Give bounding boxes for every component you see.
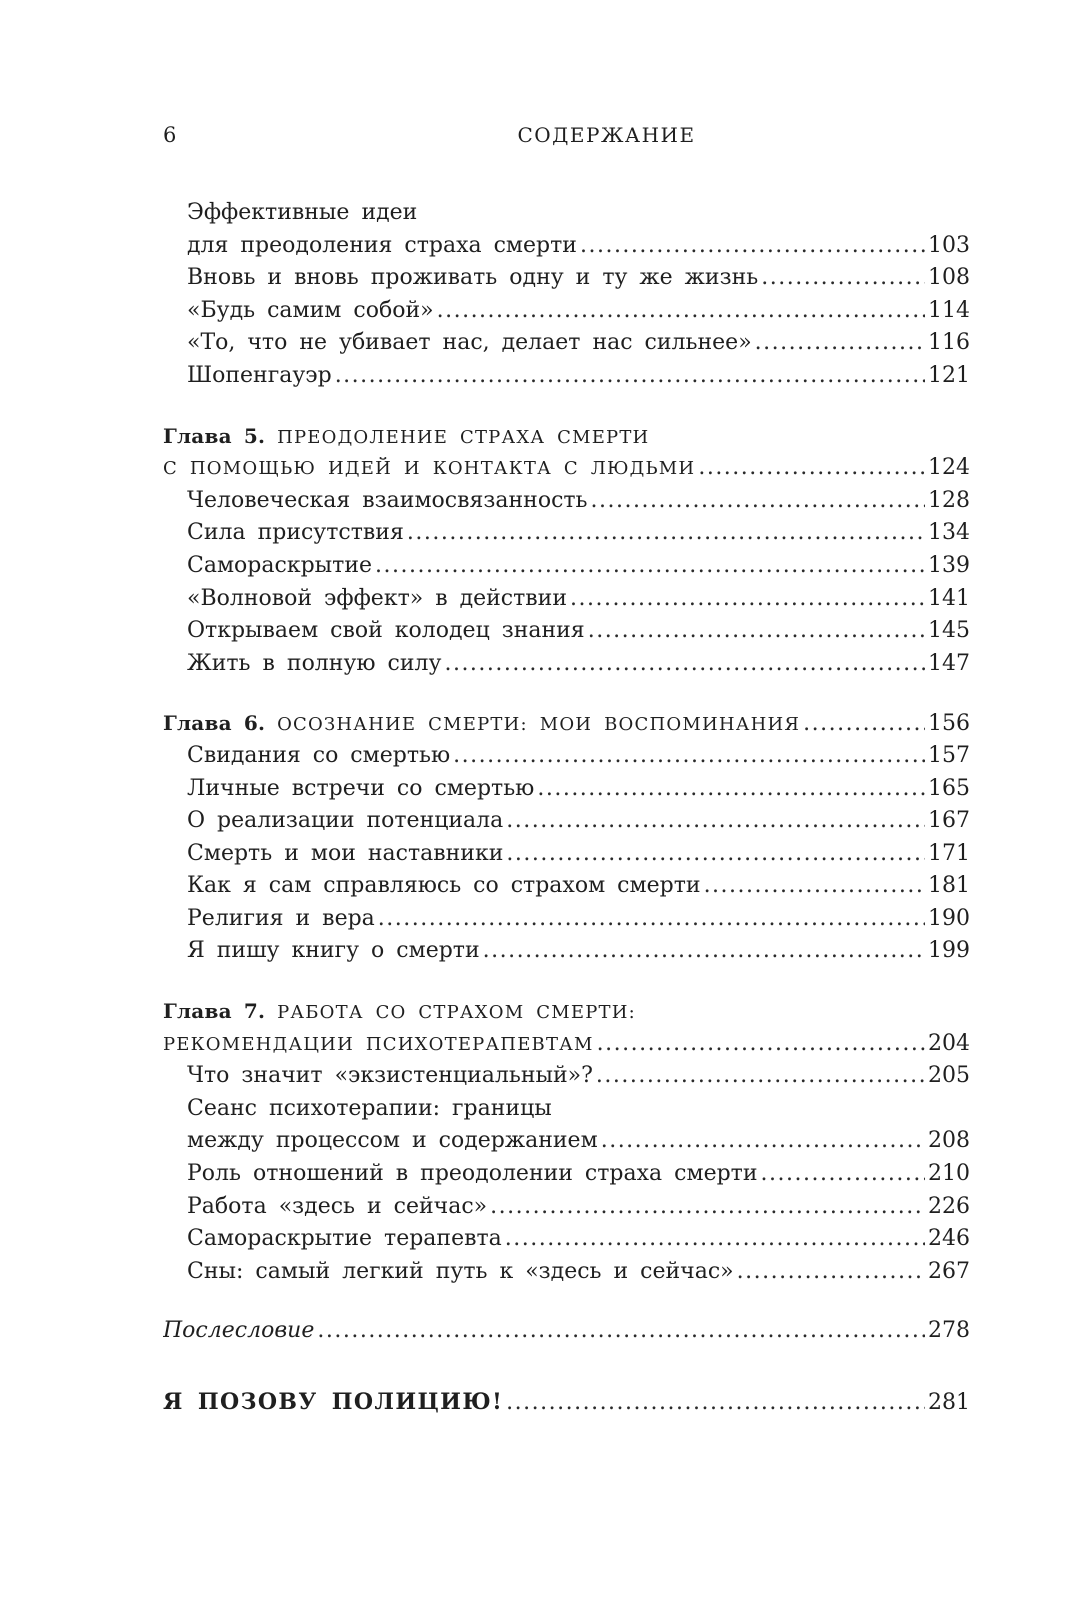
toc-entry[interactable] <box>163 1256 970 1289</box>
toc-entry[interactable] <box>163 1158 970 1191</box>
toc-entry-page: 139 <box>928 552 970 578</box>
toc-entry[interactable] <box>163 903 970 936</box>
toc-entry-title: О реализации потенциала <box>187 808 504 834</box>
toc-entry-page: 204 <box>928 1030 970 1056</box>
dot-leader <box>317 1315 925 1348</box>
toc-entry[interactable] <box>163 1191 970 1224</box>
toc-entry-title: Сны: самый легкий путь к «здесь и сейчас» <box>187 1258 734 1284</box>
toc-entry[interactable] <box>163 360 970 393</box>
dot-leader <box>761 262 925 295</box>
toc-entry[interactable] <box>163 615 970 648</box>
toc-entry[interactable] <box>163 838 970 871</box>
toc-entry[interactable] <box>163 550 970 583</box>
dot-leader <box>444 648 925 681</box>
toc-entry-page: 278 <box>928 1318 970 1344</box>
toc-entry-page: 199 <box>928 938 970 964</box>
toc-entry-page: 116 <box>928 330 970 356</box>
toc-entry-title: «То, что не убивает нас, делает нас сильнее» <box>187 330 752 356</box>
toc-entry-page: 246 <box>928 1226 970 1252</box>
toc-entry-page: 167 <box>928 808 970 834</box>
toc-entry-page: 156 <box>928 711 970 737</box>
dot-leader <box>704 870 925 903</box>
page-number: 6 <box>163 123 177 147</box>
toc-entry-page: 226 <box>928 1193 970 1219</box>
toc-entry[interactable] <box>163 1060 970 1093</box>
toc-entry-title: Вновь и вновь проживать одну и ту же жизнь <box>187 265 759 291</box>
dot-leader <box>437 295 925 328</box>
toc-entry-page: 171 <box>928 840 970 866</box>
toc-entry-title: Я ПОЗОВУ ПОЛИЦИЮ! <box>163 1389 504 1415</box>
toc-entry[interactable] <box>163 262 970 295</box>
toc-entry-page: 157 <box>928 742 970 768</box>
dot-leader <box>490 1191 925 1224</box>
toc-entry[interactable] <box>163 295 970 328</box>
dot-leader <box>755 327 925 360</box>
toc-entry[interactable] <box>163 230 970 263</box>
toc-entry-title: Самораскрытие терапевта <box>187 1226 502 1252</box>
dot-leader <box>453 740 925 773</box>
toc-entry-page: 205 <box>928 1063 970 1089</box>
toc-chapter-7-heading[interactable] <box>163 995 970 1028</box>
dot-leader <box>537 773 925 806</box>
toc-entry[interactable] <box>163 517 970 550</box>
page-header <box>163 120 970 150</box>
chapter-label: Глава 7. <box>163 999 266 1024</box>
dot-leader <box>506 838 925 871</box>
toc-entry-page: 141 <box>928 585 970 611</box>
toc-entry-title: «Волновой эффект» в действии <box>187 585 568 611</box>
toc-entry[interactable] <box>163 870 970 903</box>
chapter-title: С ПОМОЩЬЮ ИДЕЙ И КОНТАКТА С ЛЮДЬМИ <box>163 458 696 480</box>
toc-entry[interactable] <box>163 1093 970 1126</box>
dot-leader <box>483 935 925 968</box>
dot-leader <box>596 1060 925 1093</box>
dot-leader <box>506 1387 925 1419</box>
toc-entry-page: 208 <box>928 1128 970 1154</box>
toc-entry-page: 181 <box>928 873 970 899</box>
toc-entry-title: Человеческая взаимосвязанность <box>187 487 588 513</box>
dot-leader <box>761 1158 925 1191</box>
toc-entry[interactable] <box>163 1125 970 1158</box>
toc-entry-title: Личные встречи со смертью <box>187 775 535 801</box>
toc-entry-title: Что значит «экзистенциальный»? <box>187 1063 593 1089</box>
toc-entry-title: между процессом и содержанием <box>187 1128 598 1154</box>
toc-entry-title: Работа «здесь и сейчас» <box>187 1193 488 1219</box>
chapter-title: РЕКОМЕНДАЦИИ ПСИХОТЕРАПЕВТАМ <box>163 1033 594 1055</box>
chapter-title: ПРЕОДОЛЕНИЕ СТРАХА СМЕРТИ <box>277 426 650 448</box>
toc-entry-title: Самораскрытие <box>187 552 373 578</box>
dot-leader <box>506 805 925 838</box>
toc-entry[interactable] <box>163 197 970 230</box>
toc-chapter-6-heading[interactable] <box>163 707 970 740</box>
toc-entry[interactable] <box>163 327 970 360</box>
toc-entry-page: 134 <box>928 520 970 546</box>
toc-entry[interactable] <box>163 648 970 681</box>
chapter-label: Глава 5. <box>163 423 266 448</box>
dot-leader <box>803 708 925 740</box>
toc-entry[interactable] <box>163 805 970 838</box>
toc-entry-page: 190 <box>928 905 970 931</box>
toc-entry-title: Шопенгауэр <box>187 362 332 388</box>
toc-entry-title: Свидания со смертью <box>187 742 451 768</box>
toc-entry-page: 128 <box>928 487 970 513</box>
toc-entry-page: 121 <box>928 362 970 388</box>
dot-leader <box>601 1125 925 1158</box>
dot-leader <box>375 550 925 583</box>
section-spacer <box>163 393 970 420</box>
toc-chapter-7-heading-cont[interactable] <box>163 1028 970 1061</box>
dot-leader <box>591 485 925 518</box>
dot-leader <box>570 583 925 616</box>
dot-leader <box>588 615 925 648</box>
dot-leader <box>335 360 925 393</box>
toc-entry-page: 124 <box>928 455 970 481</box>
chapter-title: РАБОТА СО СТРАХОМ СМЕРТИ: <box>277 1002 636 1024</box>
section-spacer <box>163 1288 970 1315</box>
toc-entry-page: 103 <box>928 232 970 258</box>
toc-entry[interactable] <box>163 583 970 616</box>
section-spacer <box>163 968 970 995</box>
toc-entry-page: 210 <box>928 1161 970 1187</box>
toc-entry-title: Смерть и мои наставники <box>187 840 504 866</box>
toc-entry-page: 267 <box>928 1258 970 1284</box>
toc-entry[interactable] <box>163 485 970 518</box>
dot-leader <box>737 1256 925 1289</box>
toc-entry-title: Роль отношений в преодолении страха смерти <box>187 1161 758 1187</box>
dot-leader <box>505 1223 925 1256</box>
toc-entry-page: 114 <box>928 297 970 323</box>
toc-entry-title: Сила присутствия <box>187 520 404 546</box>
toc-entry[interactable] <box>163 935 970 968</box>
section-spacer <box>163 680 970 707</box>
dot-leader <box>407 517 925 550</box>
toc-entry-page: 281 <box>928 1390 970 1415</box>
toc-final-part[interactable] <box>163 1386 970 1419</box>
dot-leader <box>597 1028 925 1061</box>
toc-entry-title: Сеанс психотерапии: границы <box>187 1095 552 1121</box>
dot-leader <box>580 230 925 263</box>
toc-entry-page: 165 <box>928 775 970 801</box>
toc-entry-title: Эффективные идеи <box>187 200 418 225</box>
chapter-title: ОСОЗНАНИЕ СМЕРТИ: МОИ ВОСПОМИНАНИЯ <box>277 714 801 736</box>
toc-entry-title: Послесловие <box>163 1318 315 1344</box>
toc-chapter-5-heading[interactable] <box>163 420 970 453</box>
toc-entry-title: Я пишу книгу о смерти <box>187 938 480 964</box>
toc-entry-title: «Будь самим собой» <box>187 297 434 323</box>
section-spacer <box>163 1348 970 1386</box>
running-title: СОДЕРЖАНИЕ <box>517 123 696 147</box>
toc-chapter-5-heading-cont[interactable] <box>163 452 970 485</box>
toc-afterword[interactable] <box>163 1315 970 1348</box>
toc-entry-title: Жить в полную силу <box>187 650 442 676</box>
table-of-contents <box>163 197 970 1419</box>
toc-entry[interactable] <box>163 773 970 806</box>
toc-entry-page: 147 <box>928 650 970 676</box>
toc-entry-page: 108 <box>928 265 970 291</box>
dot-leader <box>378 903 925 936</box>
toc-entry-title: для преодоления страха смерти <box>187 232 577 258</box>
toc-entry[interactable] <box>163 740 970 773</box>
toc-entry-title: Религия и вера <box>187 905 375 931</box>
toc-entry-title: Открываем свой колодец знания <box>187 618 585 644</box>
toc-entry[interactable] <box>163 1223 970 1256</box>
dot-leader <box>698 452 925 485</box>
toc-entry-title: Как я сам справляюсь со страхом смерти <box>187 873 701 899</box>
chapter-label: Глава 6. <box>163 711 266 736</box>
toc-entry-page: 145 <box>928 618 970 644</box>
